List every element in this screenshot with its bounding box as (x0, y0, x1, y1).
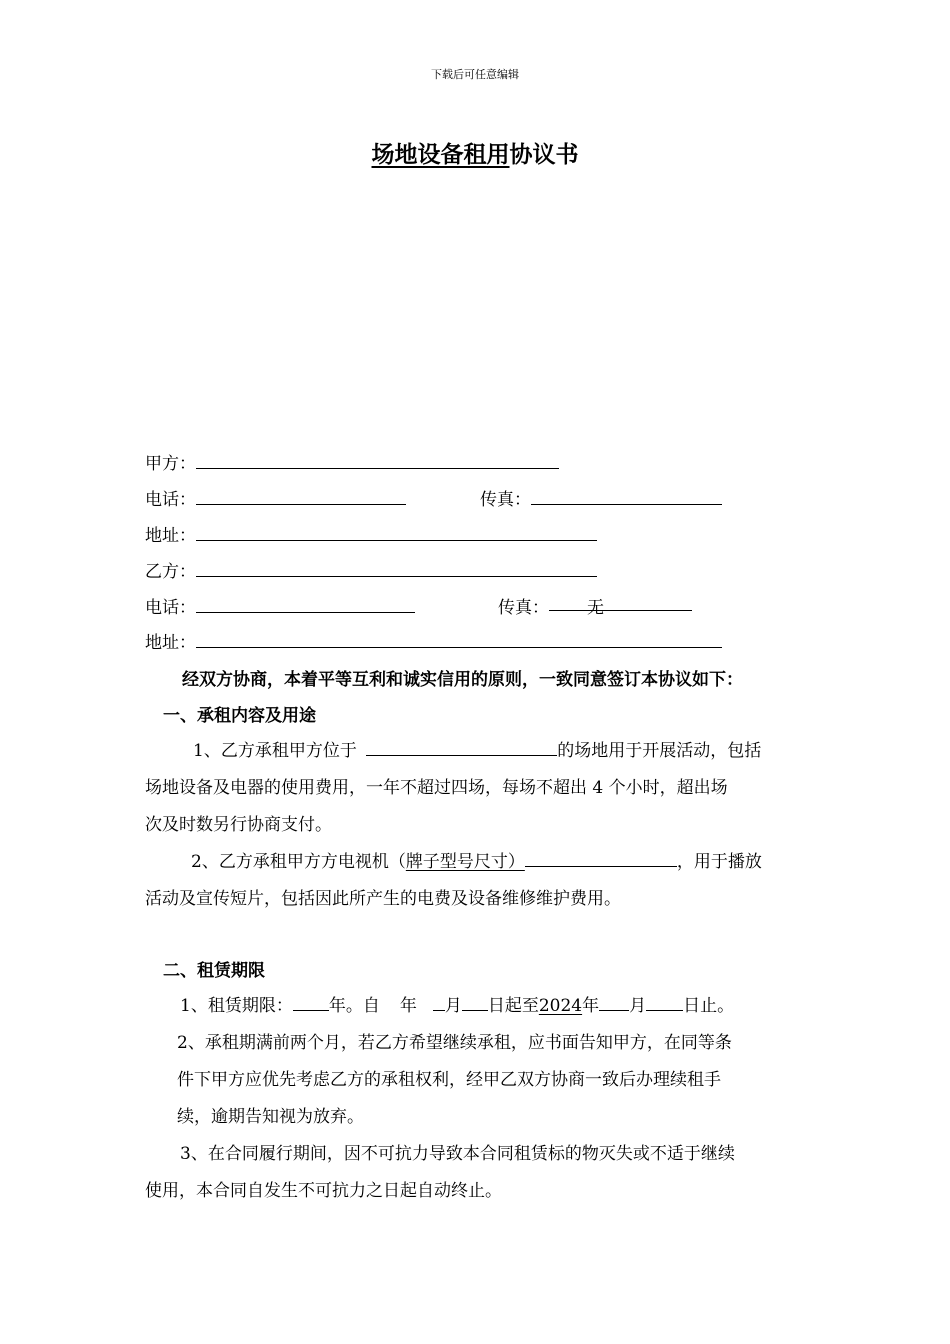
section2-item1-text-b: 年。自 (328, 996, 380, 1016)
section1-item1-text-b: 的场地用于开展活动，包括 (557, 741, 762, 761)
section2-item1 (180, 991, 734, 1016)
party-b-address-label: 地址： (145, 633, 196, 653)
party-b-name-label: 乙方： (145, 562, 196, 582)
section1-item1-text-a: 1、乙方承租甲方位于 (193, 741, 357, 761)
section2-item1-text-g: 月 (629, 996, 647, 1016)
section2-item2-line1: 2、承租期满前两个月，若乙方希望继续承租，应书面告知甲方，在同等条 (177, 1033, 732, 1053)
party-a-fax-blank (531, 487, 722, 505)
party-b-address-row (145, 628, 722, 653)
title-rest: 协议书 (509, 141, 579, 168)
party-b-phone-label: 电话： (145, 598, 196, 618)
section2-item2-line3: 续，逾期告知视为放弃。 (177, 1107, 364, 1127)
section1-item1-location-blank (366, 738, 557, 756)
section1-item2-line1 (191, 847, 762, 872)
section2-end-month-blank (599, 993, 629, 1011)
section2-item1-text-e: 日起至 (487, 996, 539, 1016)
party-b-phone-row (145, 593, 415, 618)
section2-item1-text-d: 月 (444, 996, 462, 1016)
section2-item2-line2: 件下甲方应优先考虑乙方的承租权利，经甲乙双方协商一致后办理续租手 (177, 1070, 721, 1090)
party-a-phone-row (145, 485, 406, 510)
section1-item1-line2: 场地设备及电器的使用费用，一年不超过四场，每场不超出 4 个小时，超出场 (145, 778, 728, 798)
section2-heading: 二、租赁期限 (163, 961, 265, 981)
header-note: 下载后可任意编辑 (431, 68, 519, 81)
section2-item1-text-c: 年 (399, 996, 417, 1016)
party-b-fax-label: 传真： (498, 598, 549, 618)
section1-item2-brand: 牌子型号尺寸） (405, 852, 525, 872)
title-underlined-part: 场地设备租用 (371, 141, 510, 168)
section2-years-blank (293, 993, 329, 1011)
section1-item1-line3: 次及时数另行协商支付。 (145, 815, 332, 835)
party-b-name-row (145, 557, 597, 582)
party-b-name-blank (196, 559, 597, 577)
section1-item2-text-b: ，用于播放 (676, 852, 762, 872)
section2-item1-text-f: 年 (582, 996, 600, 1016)
party-a-fax-row (480, 485, 722, 510)
section2-item3-line2: 使用，本合同自发生不可抗力之日起自动终止。 (145, 1181, 502, 1201)
party-a-name-row (145, 449, 559, 474)
party-a-address-blank (196, 523, 597, 541)
party-a-name-blank (196, 451, 559, 469)
party-a-phone-blank (196, 487, 406, 505)
section2-item1-text-a: 1、租赁期限： (180, 996, 293, 1016)
section1-heading: 一、承租内容及用途 (163, 706, 316, 726)
party-a-name-label: 甲方： (145, 454, 196, 474)
preamble: 经双方协商，本着平等互利和诚实信用的原则，一致同意签订本协议如下： (182, 670, 743, 690)
section2-start-month-blank (433, 993, 445, 1011)
section1-item1-line1 (193, 736, 761, 761)
party-b-fax-row (498, 593, 692, 618)
document-title (0, 136, 950, 169)
party-a-phone-label: 电话： (145, 490, 196, 510)
party-b-fax-blank (549, 593, 692, 618)
section2-end-day-blank (646, 993, 683, 1011)
section2-end-year: 2024 (538, 996, 583, 1016)
party-b-address-blank (196, 630, 722, 648)
party-a-address-label: 地址： (145, 526, 196, 546)
section1-item2-blank (525, 849, 677, 867)
party-b-fax-value: 无 (587, 598, 604, 618)
section1-item2-text-a: 2、乙方承租甲方方电视机（ (191, 852, 406, 872)
party-b-phone-blank (196, 595, 415, 613)
section1-item2-line2: 活动及宣传短片，包括因此所产生的电费及设备维修维护费用。 (145, 889, 621, 909)
section2-item3-line1: 3、在合同履行期间，因不可抗力导致本合同租赁标的物灭失或不适于继续 (180, 1144, 735, 1164)
party-a-fax-label: 传真： (480, 490, 531, 510)
section2-item1-text-h: 日止。 (683, 996, 735, 1016)
party-a-address-row (145, 521, 597, 546)
section2-start-day-blank (462, 993, 488, 1011)
